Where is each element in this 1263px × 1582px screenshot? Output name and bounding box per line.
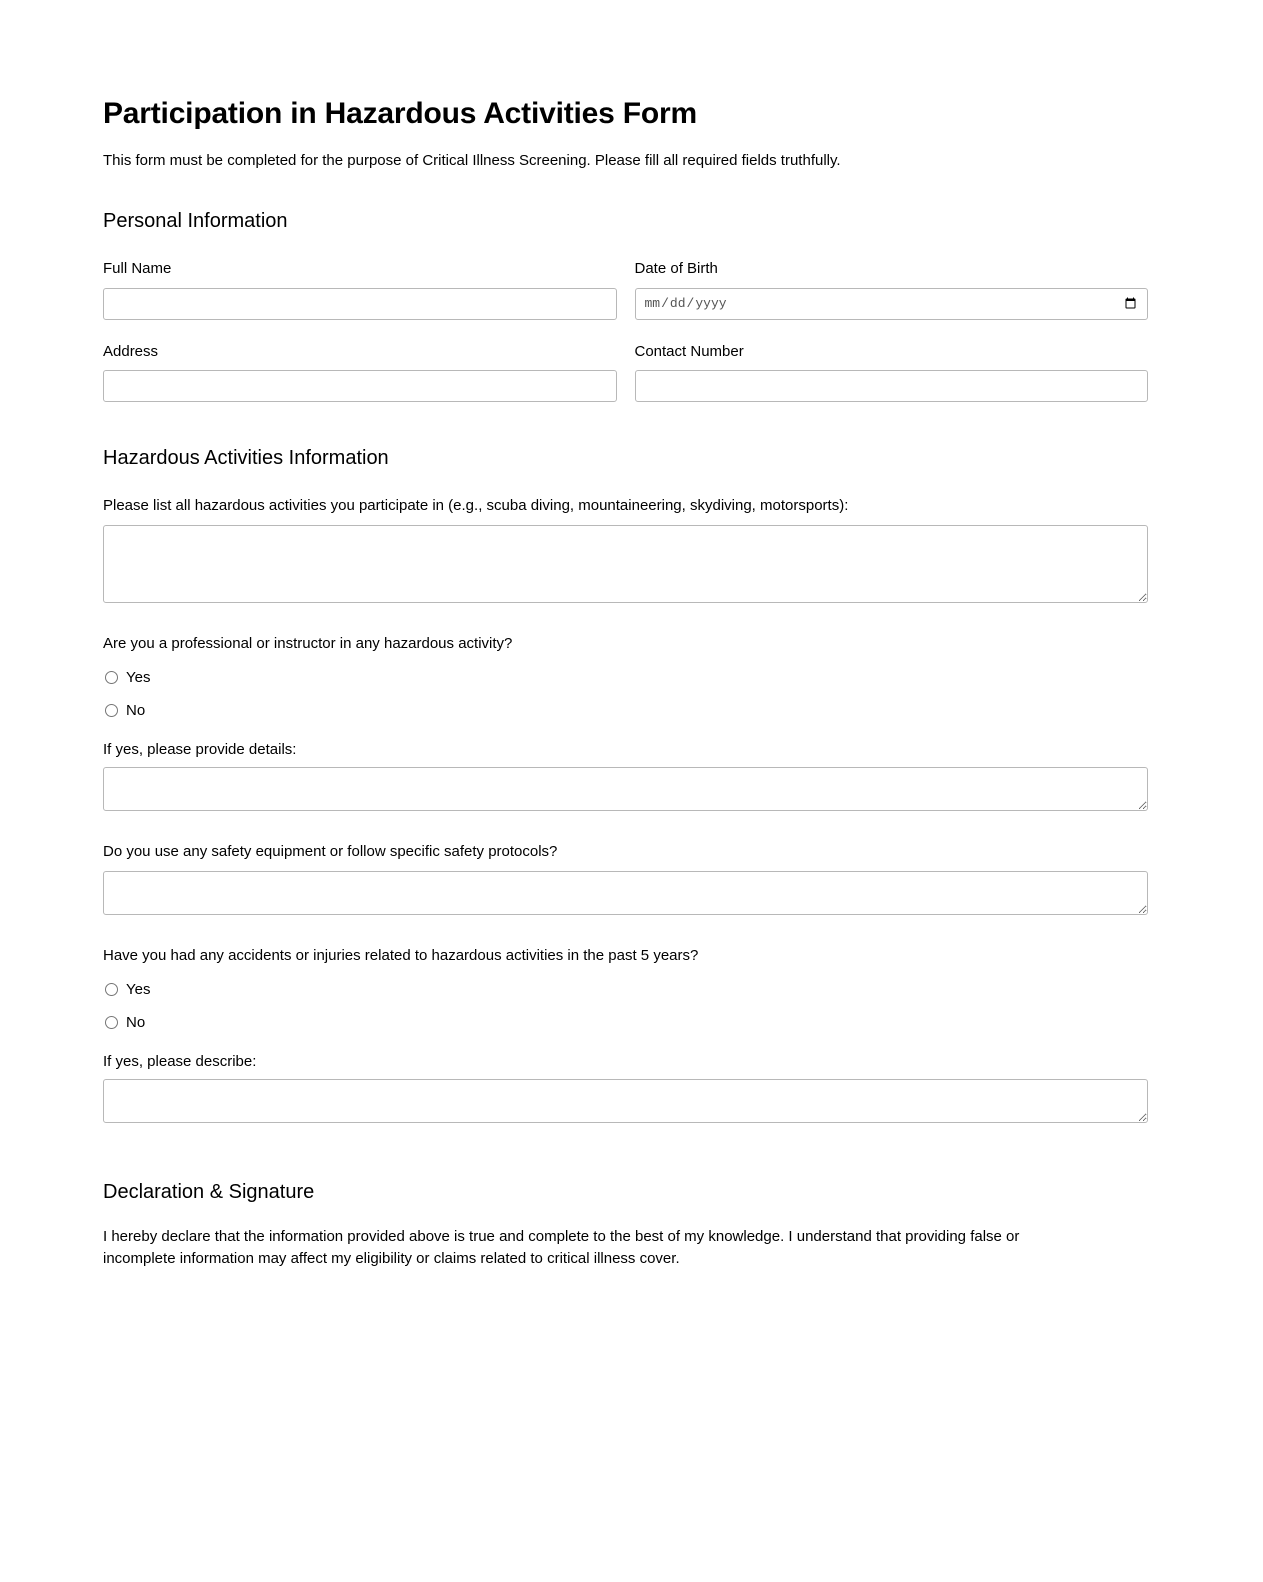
accidents-yes-label[interactable]: Yes — [126, 981, 151, 998]
accidents-no-radio[interactable] — [105, 1016, 118, 1029]
question-safety-equipment — [103, 842, 1148, 920]
section-hazardous-activities — [103, 446, 1148, 1128]
address-input[interactable] — [103, 370, 617, 402]
section-heading-hazardous-activities: Hazardous Activities Information — [103, 447, 389, 469]
section-heading-personal-information: Personal Information — [103, 210, 288, 232]
field-full-name — [103, 259, 617, 320]
professional-option-no[interactable] — [105, 702, 1148, 719]
professional-question-label: Are you a professional or instructor in any hazardous activity? — [103, 634, 513, 652]
date-of-birth-input[interactable] — [635, 288, 1149, 320]
accidents-yes-radio[interactable] — [105, 983, 118, 996]
accidents-details-textarea[interactable] — [103, 1079, 1148, 1123]
professional-no-label[interactable]: No — [126, 702, 146, 719]
page-title: Participation in Hazardous Activities Form — [103, 97, 697, 130]
professional-details-label: If yes, please provide details: — [103, 741, 297, 758]
field-address — [103, 342, 617, 403]
professional-yes-label[interactable]: Yes — [126, 669, 151, 686]
field-date-of-birth — [635, 259, 1149, 320]
date-of-birth-label: Date of Birth — [634, 260, 718, 277]
accidents-option-yes[interactable] — [105, 981, 1148, 998]
accidents-no-label[interactable]: No — [126, 1014, 146, 1031]
question-activities-list — [103, 496, 1148, 608]
accidents-option-no[interactable] — [105, 1014, 1148, 1031]
field-contact-number — [635, 342, 1149, 403]
safety-equipment-textarea[interactable] — [103, 871, 1148, 915]
declaration-text: I hereby declare that the information provided above is true and complete to the best of my knowledge. I understand that providing false or incomplete information may affect my eligibility or claims related to critical illness cover. — [103, 1228, 1020, 1267]
accidents-question-label: Have you had any accidents or injuries related to hazardous activities in the past 5 years? — [103, 946, 699, 964]
full-name-label: Full Name — [103, 260, 172, 277]
contact-number-label: Contact Number — [634, 342, 744, 360]
professional-details-textarea[interactable] — [103, 767, 1148, 811]
address-label: Address — [103, 342, 159, 360]
form-intro-text: This form must be completed for the purpose of Critical Illness Screening. Please fill all required fields truthfully. — [103, 152, 841, 169]
full-name-input[interactable] — [103, 288, 617, 320]
activities-list-label: Please list all hazardous activities you participate in (e.g., scuba diving, mountaineering, skydiving, motorsports): — [103, 497, 849, 514]
section-personal-information — [103, 209, 1148, 402]
section-heading-declaration: Declaration & Signature — [103, 1181, 315, 1203]
professional-no-radio[interactable] — [105, 704, 118, 717]
accidents-details-label: If yes, please describe: — [103, 1053, 257, 1070]
professional-option-yes[interactable] — [105, 669, 1148, 686]
personal-info-row-2 — [103, 342, 1148, 403]
activities-list-textarea[interactable] — [103, 525, 1148, 603]
professional-yes-radio[interactable] — [105, 671, 118, 684]
question-professional-instructor — [103, 634, 1148, 817]
safety-equipment-label: Do you use any safety equipment or follow specific safety protocols? — [103, 843, 558, 860]
personal-info-row-1 — [103, 259, 1148, 320]
section-declaration — [103, 1180, 1148, 1270]
contact-number-input[interactable] — [635, 370, 1149, 402]
question-accidents-injuries — [103, 946, 1148, 1129]
